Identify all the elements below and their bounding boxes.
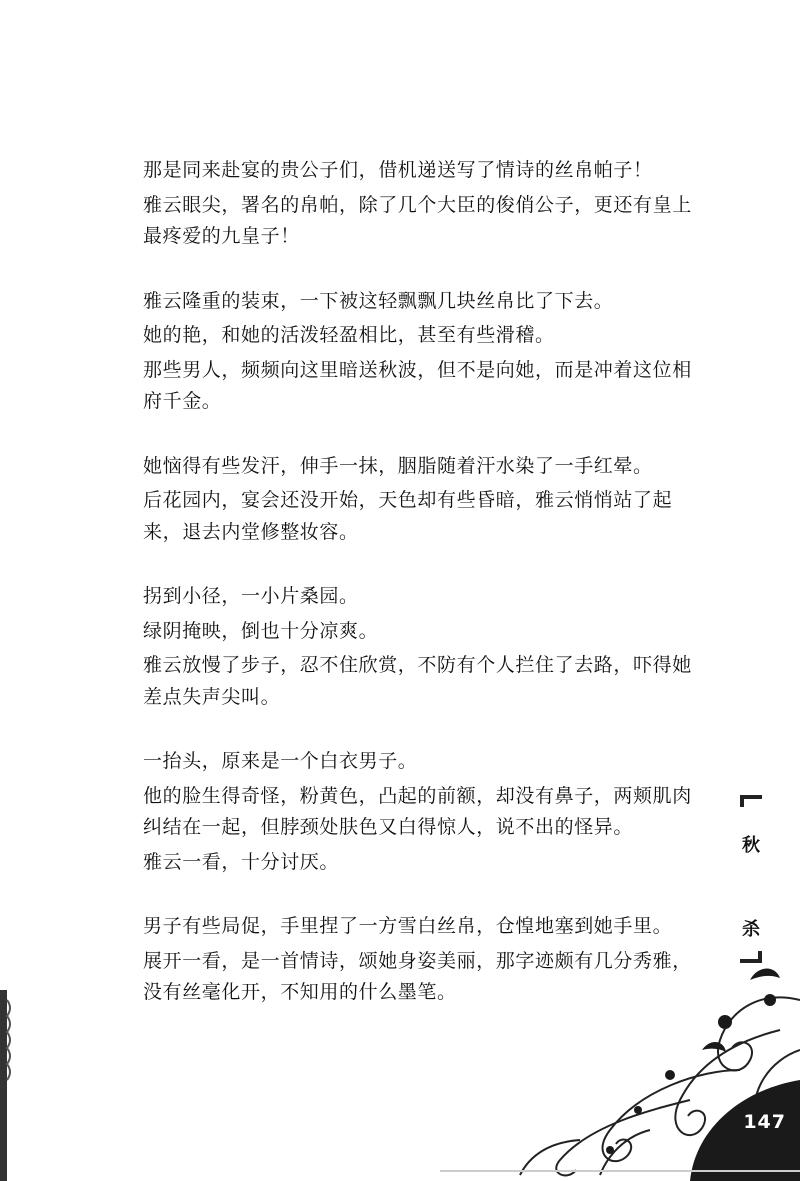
paragraph: 拐到小径，一小片桑园。: [143, 585, 359, 607]
paragraph-gap: [143, 713, 703, 746]
bracket-top-icon: [740, 795, 762, 799]
running-title-char: 杀: [742, 919, 760, 940]
page-number: 147: [743, 1111, 786, 1133]
paragraph: 男子有些局促，手里捏了一方雪白丝帛，仓惶地塞到她手里。: [143, 915, 673, 937]
paragraph-gap: [143, 418, 703, 451]
paragraph: 那些男人，频频向这里暗送秋波，但不是向她，而是冲着这位相府千金。: [143, 358, 692, 412]
paragraph: 雅云眼尖，署名的帛帕，除了几个大臣的俊俏公子，更还有皇上最疼爱的九皇子！: [143, 193, 692, 247]
paragraph: 他的脸生得奇怪，粉黄色，凸起的前额，却没有鼻子，两颊肌肉纠结在一起，但脖颈处肤色又白得惊人，说不出的怪异。: [143, 784, 692, 838]
swirl-ornament-icon: [440, 960, 800, 1181]
paragraph-gap: [143, 548, 703, 581]
paragraph: 展开一看，是一首情诗，颂她身姿美丽，那字迹颇有几分秀雅，没有丝毫化开，不知用的什么墨笔。: [143, 949, 692, 1003]
paragraph: 她恼得有些发汗，伸手一抹，胭脂随着汗水染了一手红晕。: [143, 454, 653, 477]
running-title-char: 秋: [742, 835, 760, 856]
paragraph: 那是同来赴宴的贵公子们，借机递送写了情诗的丝帛帕子！: [143, 159, 653, 181]
paragraph: 雅云隆重的装束，一下被这轻飘飘几块丝帛比了下去。: [143, 289, 614, 312]
running-title: [736, 795, 770, 985]
paragraph: 绿阴掩映，倒也十分凉爽。: [143, 619, 379, 642]
paragraph-gap: [143, 878, 703, 911]
body-text: [143, 155, 703, 1009]
paragraph: 雅云放慢了步子，忍不住欣赏，不防有个人拦住了去路，吓得她差点失声尖叫。: [143, 654, 692, 708]
paragraph: 一抬头，原来是一个白衣男子。: [143, 750, 418, 772]
paragraph: 后花园内，宴会还没开始，天色却有些昏暗，雅云悄悄站了起来，退去内堂修整妆容。: [143, 489, 673, 543]
paragraph-gap: [143, 253, 703, 286]
paragraph: 她的艳，和她的活泼轻盈相比，甚至有些滑稽。: [143, 324, 555, 346]
left-edge-ornament: [0, 990, 14, 1181]
paragraph: 雅云一看，十分讨厌。: [143, 850, 340, 873]
